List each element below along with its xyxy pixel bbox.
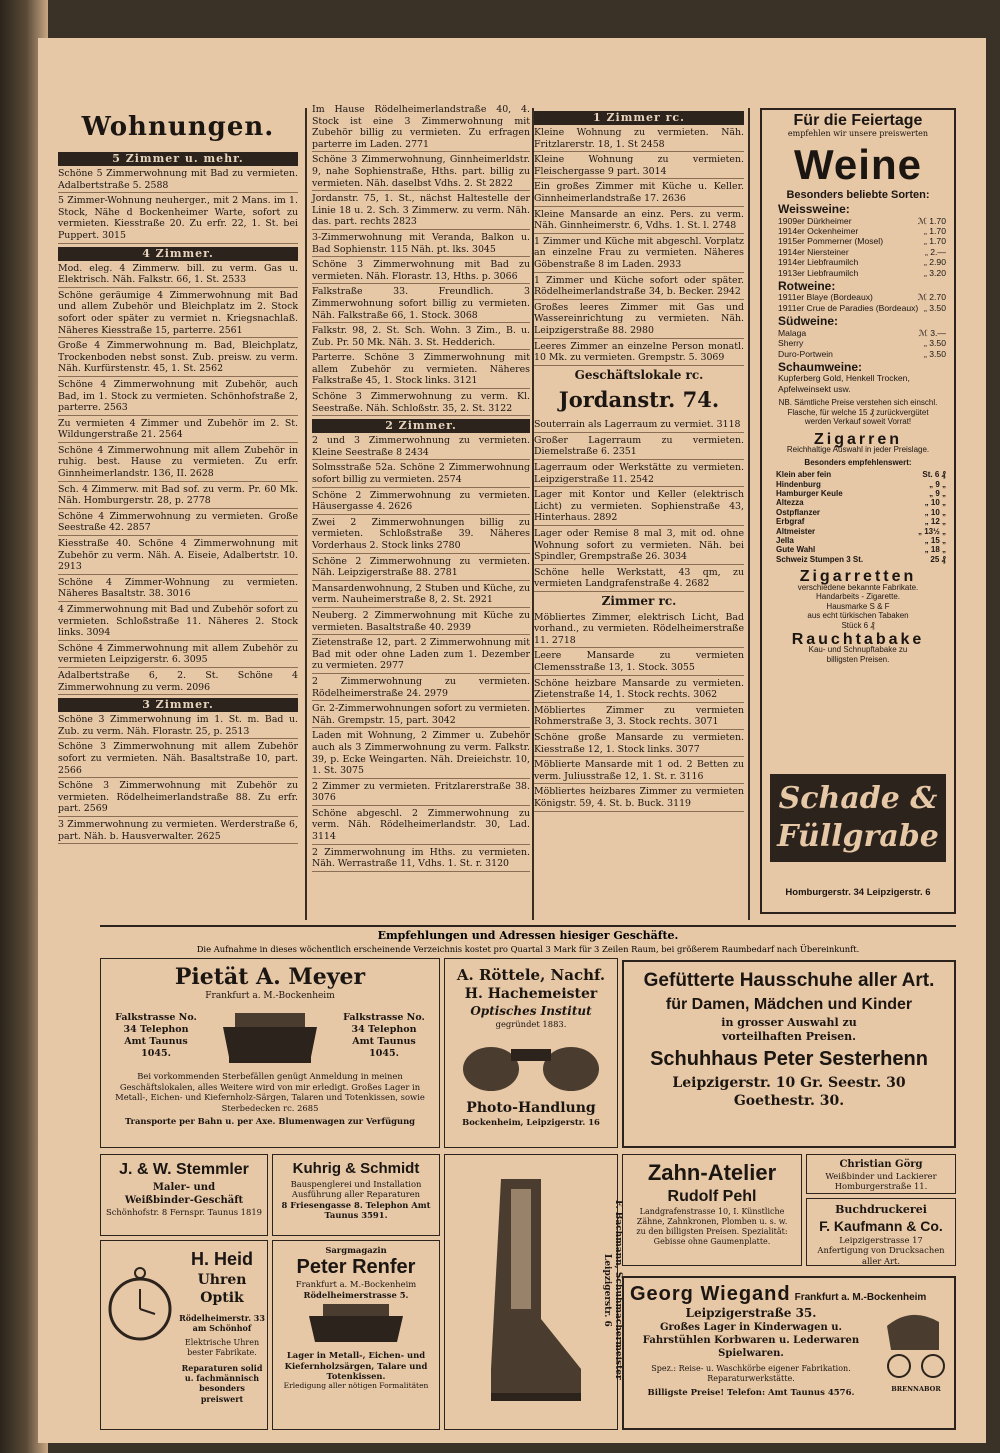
wine-item-name: Kupferberg Gold, Henkell Trocken, Apfelweinsekt usw. xyxy=(778,373,910,394)
kuhrig-sub: Bauspenglerei und Installation Ausführung aller Reparaturen xyxy=(290,1179,422,1200)
ad-bachmann xyxy=(444,1154,623,1430)
renfer-text: Lager in Metall-, Eichen- und Kiefernholzsärgen, Talare und Totenkissen. xyxy=(284,1350,428,1382)
classified-ad: 1 Zimmer und Küche sofort oder später. Rödelheimerlandstraße 34, b. Becker. 2942 xyxy=(534,275,744,300)
classified-ad: Möbliertes Zimmer zu vermieten Rohmerstraße 3, 3. Stock rechts. 3071 xyxy=(534,705,744,730)
zigarren-subtitle: Reichhaltige Auswahl in jeder Preislage. xyxy=(786,445,930,455)
list-1-zimmer xyxy=(534,127,744,366)
coffin-illustration xyxy=(215,1005,325,1067)
classified-ad: Kleine Wohnung zu vermieten. Fleischergasse 9 part. 3014 xyxy=(534,154,744,179)
wine-item-name: 1914er Ockenheimer xyxy=(778,226,859,237)
zigarette-line: aus echt türkischen Tabaken xyxy=(807,611,909,621)
renfer-top: Sargmagazin xyxy=(325,1245,387,1255)
wine-item xyxy=(762,268,954,278)
zigarre-item xyxy=(762,527,954,536)
wine-category: Südweine: xyxy=(778,314,839,329)
classified-ad: Schöne 5 Zimmerwohnung mit Bad zu vermieten. Adalbertstraße 5. 2588 xyxy=(58,168,298,193)
classified-ad: Mod. eleg. 4 Zimmerw. bill. zu verm. Gas u. Elektrisch. Näh. Falkstr. 66, 1. St. 2533 xyxy=(58,263,298,288)
wine-item xyxy=(762,226,954,236)
classified-ad: Schöne große Mansarde zu vermieten. Kiesstraße 12, 1. Stock links. 3077 xyxy=(534,732,744,757)
binoculars-illustration xyxy=(456,1029,606,1099)
ad-christian-goerg xyxy=(806,1154,956,1194)
weine-advertisement xyxy=(760,108,956,914)
pocket-watch-illustration xyxy=(105,1249,175,1359)
rauchtabake-title: Rauchtabake xyxy=(791,630,925,648)
goerg-name: Christian Görg xyxy=(839,1159,923,1170)
pram-illustration xyxy=(881,1306,951,1382)
wine-item-name: Duro-Portwein xyxy=(778,348,833,359)
wiegand-footer: Billigste Preise! Telefon: Amt Taunus 4576. xyxy=(647,1387,855,1398)
wine-item-name: 1914er Niersteiner xyxy=(778,246,849,257)
empfehlungen-subtitle: Die Aufnahme in dieses wöchentlich erscheinende Verzeichnis kostet pro Quartal 3 Mark für 3 Zeilen Raum, bei größerem Raumbedarf nach Übereinkunft. xyxy=(196,944,860,954)
list-5-zimmer xyxy=(58,168,298,244)
zigarre-price: „ 18 „ xyxy=(924,545,946,555)
wine-item-name: 1911er Blaye (Bordeaux) xyxy=(778,292,873,303)
zigarre-item xyxy=(762,545,954,554)
header-1-zimmer: 1 Zimmer rc. xyxy=(534,111,744,125)
classified-ad: Solmsstraße 52a. Schöne 2 Zimmerwohnung sofort billig zu vermieten. 2574 xyxy=(312,462,530,487)
classified-ad: Zwei 2 Zimmerwohnungen billig zu vermieten. Schloßstraße 39. Näheres Vorderhaus 2. Stock links 2780 xyxy=(312,517,530,554)
classified-ad: Schöne 2 Zimmerwohnung zu vermieten. Näh. Leipzigerstraße 88. 2781 xyxy=(312,556,530,581)
jordanstr-heading: Jordanstr. 74. xyxy=(558,387,720,413)
classified-ad: Möbliertes heizbares Zimmer zu vermieten Königstr. 59, 4. St. b. Buck. 3119 xyxy=(534,786,744,811)
empfehlen-line: empfehlen wir unsere preiswerten xyxy=(787,129,929,139)
zigarre-item xyxy=(762,498,954,507)
wine-category: Schaumweine: xyxy=(778,359,863,374)
kaufmann-title: Buchdruckerei xyxy=(835,1203,927,1216)
list-lokale xyxy=(534,419,744,592)
wine-item-price: „ 2.90 xyxy=(924,257,946,268)
shoe-illustration xyxy=(471,1169,591,1409)
column-rule xyxy=(748,108,750,920)
zigarren-title: Zigarren xyxy=(813,430,902,448)
ad-zahn-atelier xyxy=(622,1154,802,1266)
zigarre-name: Jella xyxy=(776,535,794,545)
classified-ad: 2 Zimmerwohnung zu vermieten. Rödelheimerstraße 24. 2979 xyxy=(312,676,530,701)
classified-ad: 5 Zimmer-Wohnung neuherger., mit 2 Mans. im 1. Stock, Nähe d Bockenheimer Warte, sofort zu vermieten. Kiesstraße 20. Zu erfr. 22, 1. St. bei Puppert. 3015 xyxy=(58,195,298,243)
classified-ad: Gr. 2-Zimmerwohnungen sofort zu vermieten. Näh. Grempstr. 15, part. 3042 xyxy=(312,703,530,728)
zigarren-head: Besonders empfehlenswert: xyxy=(804,457,912,467)
classified-ad: Möbliertes Zimmer, elektrisch Licht, Bad vorhand., zu vermieten. Rödelheimerstraße 11. 2718 xyxy=(534,612,744,649)
classified-ad: Ein großes Zimmer mit Küche u. Keller. Ginnheimerlandstraße 17. 2636 xyxy=(534,181,744,206)
wine-item xyxy=(762,236,954,246)
wine-item-price: „ 2.— xyxy=(924,246,946,257)
brennabor-brand: BRENNABOR xyxy=(891,1385,941,1394)
renfer-footer: Erledigung aller nötigen Formalitäten xyxy=(283,1381,429,1391)
classified-ad: Großer Lagerraum zu vermieten. Diemelstraße 6. 2351 xyxy=(534,435,744,460)
pietaet-footer: Transporte per Bahn u. per Axe. Blumenwagen zur Verfügung xyxy=(124,1116,416,1127)
sesterhenn-name: Schuhhaus Peter Sesterhenn xyxy=(650,1048,928,1070)
section-title-wohnungen: Wohnungen. xyxy=(81,112,275,142)
zigarre-name: Ostpflanzer xyxy=(776,507,821,517)
pietaet-right-address: Falkstrasse No. 34 Telephon Amt Taunus 1045. xyxy=(343,1012,425,1060)
renfer-title: Peter Renfer xyxy=(296,1256,416,1279)
wine-item-name: Sherry xyxy=(778,338,804,349)
classified-ad: Adalbertstraße 6, 2. St. Schöne 4 Zimmerwohnung zu verm. 2096 xyxy=(58,670,298,695)
classified-ad: Kiesstraße 40. Schöne 4 Zimmerwohnung mit Zubehör zu verm. Näh. A. Eiseie, Adalbertstr. 10. 2913 xyxy=(58,538,298,575)
wiegand-city: Frankfurt a. M.-Bockenheim xyxy=(794,1292,927,1303)
classified-ad: Lagerraum oder Werkstätte zu vermieten. Leipzigerstraße 11. 2542 xyxy=(534,462,744,487)
classified-ad: Schöne 4 Zimmerwohnung mit Zubehör, auch Bad, im 1. Stock zu vermieten. Schönhofstraße 2, parterre. 2563 xyxy=(58,379,298,416)
classified-ad: Im Hause Rödelheimerlandstraße 40, 4. Stock ist eine 3 Zimmerwohnung mit Zubehör billig zu vermieten. Zu erfragen parterre im Laden. 2771 xyxy=(312,104,530,152)
wiegand-street: Leipzigerstraße 35. xyxy=(685,1306,817,1320)
classified-ad: Großes leeres Zimmer mit Gas und Wassereinrichtung zu vermieten. Näh. Leipzigerstraße 88. 2980 xyxy=(534,302,744,339)
classified-ad: Leeres Zimmer an einzelne Person monatl. 10 Mk. zu vermieten. Grempstr. 5. 3069 xyxy=(534,341,744,366)
zigarre-item xyxy=(762,489,954,498)
roettele-institut: Optisches Institut xyxy=(470,1004,592,1018)
wine-item xyxy=(762,257,954,267)
renfer-city: Frankfurt a. M.-Bockenheim xyxy=(295,1279,417,1290)
renfer-street: Rödelheimerstrasse 5. xyxy=(303,1289,409,1300)
wine-list xyxy=(762,204,954,394)
wine-item-name: 1914er Liebfraumilch xyxy=(778,257,859,268)
classified-ad: Laden mit Wohnung, 2 Zimmer u. Zubehör auch als 3 Zimmerwohnung zu verm. Falkstr. 39, p. Ecke Weingarten. Näh. Dreieichstr. 10, 1. St. 3075 xyxy=(312,730,530,778)
zigarre-price: „ 10 „ xyxy=(924,498,946,508)
stemmler-address: Schönhofstr. 8 Fernspr. Taunus 1819 xyxy=(105,1207,262,1217)
classified-ad: Lager mit Kontor und Keller (elektrisch Licht) zu vermieten. Sophienstraße 43, Hinterhaus. 2892 xyxy=(534,489,744,526)
classified-ad: Lager oder Remise 8 mal 3, mit od. ohne Wohnung sofort zu vermieten. Näh. bei Spindler, Grempstraße 26. 3034 xyxy=(534,528,744,565)
wine-item xyxy=(762,216,954,226)
classified-ad: Kleine Mansarde an einz. Pers. zu verm. Näh. Ginnheimerstr. 6, Vdhs. 1. St. l. 2748 xyxy=(534,209,744,234)
sesterhenn-hausschuhe: Gefütterte Hausschuhe aller Art. xyxy=(643,970,935,991)
heid-sub: Uhren Optik xyxy=(197,1272,247,1306)
wine-item-price: ℳ 3.— xyxy=(918,327,946,338)
zigarre-item xyxy=(762,555,954,564)
wine-item-price: „ 3.50 xyxy=(924,302,946,313)
roettele-title: A. Röttele, Nachf. xyxy=(456,966,606,984)
classified-ad: Neuberg. 2 Zimmerwohnung mit Küche zu vermieten. Basaltstraße 40. 2939 xyxy=(312,610,530,635)
zigarette-line: verschiedene bekannte Fabrikate. xyxy=(797,582,919,592)
zigarre-name: Altmeister xyxy=(776,526,816,536)
pietaet-title: Pietät A. Meyer xyxy=(174,964,366,990)
classified-ad: 2 Zimmer zu vermieten. Fritzlarerstraße 38. 3076 xyxy=(312,781,530,806)
classified-ad: Falkstr. 98, 2. St. Sch. Wohn. 3 Zim., B. u. Zub. Pr. 50 Mk. Näh. 3. St. Hedderich. xyxy=(312,325,530,350)
wine-item-name: 1911er Crue de Paradies (Bordeaux) xyxy=(778,302,919,313)
wiegand-text: Großes Lager in Kinderwagen u. Fahrstühlen Korbwaren u. Lederwaren Spielwaren. xyxy=(642,1322,860,1359)
roettele-since: gegründet 1883. xyxy=(495,1019,567,1029)
heid-text: Elektrische Uhren bester Fabrikate. xyxy=(184,1337,260,1358)
classified-ad: Schöne 3 Zimmerwohnung mit Bad zu vermieten. Näh. Florastr. 13, Hths. p. 3066 xyxy=(312,259,530,284)
wine-item-price: ℳ 1.70 xyxy=(917,215,946,226)
classified-ad: Schöne 4 Zimmerwohnung zu vermieten. Große Seestraße 42. 2857 xyxy=(58,511,298,536)
zigarre-name: Klein aber fein xyxy=(776,470,832,480)
schade-fuellgrabe-address: Homburgerstr. 34 Leipzigerstr. 6 xyxy=(785,886,931,898)
ad-kuhrig-schmidt xyxy=(272,1154,440,1236)
classified-ad: Souterrain als Lagerraum zu vermiet. 3118 xyxy=(534,419,744,433)
zigarre-name: Erbgraf xyxy=(776,517,805,527)
ad-pietaet-meyer xyxy=(100,958,440,1148)
classified-ad: Kleine Wohnung zu vermieten. Näh. Fritzlarerstr. 18, 1. St 2458 xyxy=(534,127,744,152)
wine-item xyxy=(762,338,954,348)
ad-peter-renfer xyxy=(272,1240,440,1430)
classified-ad: Schöne 3 Zimmerwohnung mit allem Zubehör sofort zu vermieten. Näh. Basaltstraße 10, part. 2566 xyxy=(58,741,298,778)
classified-ad: Schöne 4 Zimmerwohnung mit allem Zubehör in ruhig. best. Hause zu vermieten. Zu erfr. Ginnheimerlandstr. 136, II. 2628 xyxy=(58,445,298,482)
classified-ad: Leere Mansarde zu vermieten Clemensstraße 13, 1. Stock. 3055 xyxy=(534,650,744,675)
header-zimmer: Zimmer rc. xyxy=(601,594,677,608)
feiertage-title: Für die Feiertage xyxy=(793,112,923,129)
wine-item-name: 1915er Pommerner (Mosel) xyxy=(778,236,884,247)
classified-ad: Sch. 4 Zimmerw. mit Bad sof. zu verm. Pr. 60 Mk. Näh. Homburgerstr. 28, p. 2778 xyxy=(58,484,298,509)
ad-georg-wiegand xyxy=(622,1276,956,1430)
classified-ad: Große 4 Zimmerwohnung m. Bad, Bleichplatz, Trockenboden nebst sonst. Zub. preisw. zu verm. Näh. Kurfürstenstr. 45, 1. St. 2562 xyxy=(58,340,298,377)
classified-ad: Parterre. Schöne 3 Zimmerwohnung mit allem Zubehör zu vermieten. Näheres Falkstraße 45, 1. Stock links. 3121 xyxy=(312,352,530,389)
bachmann-vertical-text: F. Bachmann, Schuhmachermeister Leipzigerstr. 6 xyxy=(602,1200,623,1380)
wiegand-name: Georg Wiegand xyxy=(630,1283,791,1305)
zahn-name: Rudolf Pehl xyxy=(667,1188,757,1205)
zigarre-price: 25 ₰ xyxy=(930,554,946,564)
classified-ad: Schöne 2 Zimmerwohnung zu vermieten. Häusergasse 4. 2626 xyxy=(312,490,530,515)
sesterhenn-address-1: Leipzigerstr. 10 Gr. Seestr. 30 xyxy=(672,1075,906,1091)
sorten-subtitle: Besonders beliebte Sorten: xyxy=(786,188,930,201)
roettele-name: H. Hachemeister xyxy=(464,986,598,1002)
wine-item xyxy=(762,247,954,257)
classified-ad: Schöne 3 Zimmerwohnung, Ginnheimerldstr. 9, nahe Sophienstraße, Hths. part. billig zu vermieten. Näh. daselbst Vdhs. 2. St 2822 xyxy=(312,154,530,191)
zigaretten-title: Zigarretten xyxy=(799,568,917,586)
classified-ad: 1 Zimmer und Küche mit abgeschl. Vorplatz an einzelne Frau zu vermieten. Näheres Göbenstraße 8 im Laden. 2933 xyxy=(534,236,744,273)
wiegand-spez: Spez.: Reise- u. Waschkörbe eigener Fabrikation. Reparaturwerkstätte. xyxy=(651,1364,851,1384)
classified-ad: Schöne 3 Zimmerwohnung im 1. St. m. Bad u. Zub. zu verm. Näh. Florastr. 25, p. 2513 xyxy=(58,714,298,739)
header-3-zimmer: 3 Zimmer. xyxy=(58,698,298,712)
zigarette-line: Stück 6 ₰ xyxy=(841,620,875,630)
list-3-zimmer-cont xyxy=(312,104,530,416)
classified-ad: 2 Zimmerwohnung im Hths. zu vermieten. Näh. Werrastraße 11, Vdhs. 1. St. r. 3120 xyxy=(312,847,530,872)
section-separator xyxy=(100,925,956,927)
zigarette-line: Hausmarke S & F xyxy=(826,601,890,611)
heid-address: Rödelheimerstr. 33 am Schönhof xyxy=(179,1313,265,1334)
list-zimmer xyxy=(534,612,744,812)
classified-ad: Mansardenwohnung, 2 Stuben und Küche, zu verm. Nauheimerstraße 8, 2. St. 2921 xyxy=(312,583,530,608)
column-3 xyxy=(534,108,744,814)
classified-ad: 4 Zimmerwohnung mit Bad und Zubehör sofort zu vermieten. Schloßstraße 11. Näheres 2. Stock links. 3094 xyxy=(58,604,298,641)
wine-item xyxy=(762,303,954,313)
wine-item-price: „ 1.70 xyxy=(924,236,946,247)
classified-ad: Schöne abgeschl. 2 Zimmerwohnung zu verm. Näh. Rödelheimerlandstr. 30, Lad. 3114 xyxy=(312,808,530,845)
wine-note: NB. Sämtliche Preise verstehen sich einschl. Flasche, für welche 15 ₰ zurückvergütet werden Verkauf soweit Vorrat! xyxy=(778,398,938,427)
wine-item-price: „ 3.20 xyxy=(924,267,946,278)
roettele-address: Bockenheim, Leipzigerstr. 16 xyxy=(462,1117,600,1128)
zigarre-item xyxy=(762,508,954,517)
ad-stemmler xyxy=(100,1154,268,1236)
classified-ad: Schöne 4 Zimmerwohnung mit allem Zubehör zu vermieten Leipzigerstr. 6. 3095 xyxy=(58,643,298,668)
classified-ad: Schöne geräumige 4 Zimmerwohnung mit Bad und allem Zubehör und Bleichplatz im 2. Stock sofort oder später zu vermiet n. Kriegsnachlaß. Näheres Kiesstraße 15, parterre. 2561 xyxy=(58,290,298,338)
empfehlungen-title: Empfehlungen und Adressen hiesiger Geschäfte. xyxy=(377,929,679,942)
zigarre-price: „ 13½ „ xyxy=(917,526,946,536)
zigarre-item xyxy=(762,517,954,526)
wine-item xyxy=(762,349,954,359)
column-rule xyxy=(305,108,307,920)
classified-ad: Schöne helle Werkstatt, 43 qm, zu vermieten Landgrafenstraße 4. 2682 xyxy=(534,567,744,592)
wine-item-price: ℳ 2.70 xyxy=(917,292,946,303)
wine-category: Weissweine: xyxy=(778,202,850,217)
heid-title: H. Heid xyxy=(190,1249,253,1269)
sesterhenn-auswahl: in grosser Auswahl zu vorteilhaften Preisen. xyxy=(721,1016,857,1043)
list-3-zimmer xyxy=(58,714,298,844)
zigarre-item xyxy=(762,470,954,479)
kuhrig-title: Kuhrig & Schmidt xyxy=(292,1160,420,1177)
header-2-zimmer: 2 Zimmer. xyxy=(312,419,530,433)
zahn-text: Landgrafenstrasse 10, I. Künstliche Zähne, Zahnkronen, Plomben u. s. w. zu den billigsten Preisen. Spezialität: Gebisse ohne Gaumenplatte. xyxy=(636,1207,788,1246)
classified-ad: Zietenstraße 12, part. 2 Zimmerwohnung mit Bad mit oder ohne Laden zum 1. Dezember zu vermieten. 2977 xyxy=(312,637,530,674)
list-4-zimmer xyxy=(58,263,298,696)
classified-ad: 3 Zimmerwohnung zu vermieten. Werderstraße 6, part. Näh. b. Hausverwalter. 2625 xyxy=(58,819,298,844)
zigarre-price: „ 9 „ xyxy=(929,488,946,498)
kuhrig-address: 8 Friesengasse 8. Telephon Amt Taunus 3591. xyxy=(281,1199,431,1221)
wine-item-name: 1913er Liebfraumilch xyxy=(778,267,859,278)
column-wohnungen xyxy=(58,70,298,846)
pietaet-left-address: Falkstrasse No. 34 Telephon Amt Taunus 1045. xyxy=(115,1012,197,1060)
zigarre-price: St. 6 ₰ xyxy=(922,470,946,480)
kaufmann-text: Leipzigerstrasse 17 Anfertigung von Drucksachen aller Art. xyxy=(817,1235,945,1266)
classified-ad: 3-Zimmerwohnung mit Veranda, Balkon u. Bad Sophienstr. 115 Näh. pt. lks. 3045 xyxy=(312,232,530,257)
sesterhenn-damen: für Damen, Mädchen und Kinder xyxy=(665,996,913,1013)
wine-item-name: 1909er Dürkheimer xyxy=(778,215,852,226)
header-4-zimmer: 4 Zimmer. xyxy=(58,247,298,261)
zigarre-price: „ 12 „ xyxy=(924,517,946,527)
ad-sesterhenn xyxy=(622,960,956,1148)
list-2-zimmer xyxy=(312,435,530,872)
heid-reparaturen: Reparaturen solid u. fachmännisch besonders preiswert xyxy=(181,1362,263,1404)
wine-item-price: „ 3.50 xyxy=(924,348,946,359)
wine-item xyxy=(762,373,954,394)
zigarre-name: Altezza xyxy=(776,498,804,508)
zigarre-price: „ 9 „ xyxy=(929,479,946,489)
zahn-title: Zahn-Atelier xyxy=(647,1160,777,1185)
zigarre-item xyxy=(762,480,954,489)
classified-ad: 2 und 3 Zimmerwohnung zu vermieten. Kleine Seestraße 8 2434 xyxy=(312,435,530,460)
zigarre-name: Gute Wahl xyxy=(776,545,816,555)
column-2 xyxy=(312,104,530,874)
schade-fuellgrabe-logo: Schade & Füllgrabe xyxy=(770,774,946,862)
zigarre-price: „ 15 „ xyxy=(924,535,946,545)
zigarette-line: Handarbeits - Zigarette. xyxy=(815,592,901,602)
classified-ad: Möblierte Mansarde mit 1 od. 2 Betten zu verm. Juliusstraße 12, 1. St. r. 3116 xyxy=(534,759,744,784)
ad-roettele xyxy=(444,958,618,1148)
weine-title: Weine xyxy=(794,140,922,188)
classified-ad: Schöne 4 Zimmer-Wohnung zu vermieten. Näheres Basaltstr. 38. 3016 xyxy=(58,577,298,602)
kaufmann-name: F. Kaufmann & Co. xyxy=(819,1218,943,1234)
classified-ad: Schöne heizbare Mansarde zu vermieten. Zietenstraße 14, 1. Stock rechts. 3062 xyxy=(534,678,744,703)
roettele-photo: Photo-Handlung xyxy=(466,1100,596,1117)
stemmler-sub: Maler- und Weißbinder-Geschäft xyxy=(124,1182,244,1206)
rauchtabake-subtitle: Kau- und Schnupftabake zu billigsten Preisen. xyxy=(808,644,908,665)
goerg-sub: Weißbinder und Lackierer Homburgerstraße 11. xyxy=(825,1171,937,1192)
wine-item xyxy=(762,292,954,302)
wine-item-price: „ 3.50 xyxy=(924,338,946,349)
coffin-illustration xyxy=(301,1300,411,1350)
zigarre-name: Hindenburg xyxy=(776,479,821,489)
pietaet-text: Bei vorkommenden Sterbefällen genügt Anmeldung in meinen Geschäftslokalen, alles Weitere wird von mir erledigt. Großes Lager in Metall-, Eichen- und Kiefernholz-Särgen, Talaren und Totenkissen, sowie Sterbedecken rc. 2685 xyxy=(115,1071,425,1113)
ad-heid xyxy=(100,1240,268,1430)
zigaretten-list xyxy=(762,583,954,631)
classified-ad: Schöne 3 Zimmerwohnung zu verm. Kl. Seestraße. Näh. Schloßstr. 35, 2. St. 3122 xyxy=(312,391,530,416)
zigarre-name: Schweiz Stumpen 3 St. xyxy=(776,554,864,564)
stemmler-title: J. & W. Stemmler xyxy=(119,1161,249,1178)
header-5-zimmer: 5 Zimmer u. mehr. xyxy=(58,152,298,166)
zigarren-list xyxy=(762,470,954,564)
pietaet-city: Frankfurt a. M.-Bockenheim xyxy=(205,991,335,1001)
classified-ad: Zu vermieten 4 Zimmer und Zubehör im 2. St. Wildungerstraße 21. 2564 xyxy=(58,418,298,443)
header-geschaeftslokale: Geschäftslokale rc. xyxy=(574,367,704,382)
sesterhenn-address-2: Goethestr. 30. xyxy=(733,1093,845,1109)
zigarre-item xyxy=(762,536,954,545)
wine-category: Rotweine: xyxy=(778,279,836,294)
zigarre-name: Hamburger Keule xyxy=(776,488,843,498)
wine-item-name: Malaga xyxy=(778,327,807,338)
zigarre-price: „ 10 „ xyxy=(924,507,946,517)
classified-ad: Jordanstr. 75, 1. St., nächst Haltestelle der Linie 18 u. 2. Sch. 3 Zimmerw. zu verm. Näh. das. part. rechts 2823 xyxy=(312,193,530,230)
wine-item xyxy=(762,328,954,338)
wine-item-price: „ 1.70 xyxy=(924,226,946,237)
ad-kaufmann xyxy=(806,1198,956,1266)
classified-ad: Falkstraße 33. Freundlich. 3 Zimmerwohnung sofort billig zu vermieten. Näh. Falkstraße 66, 1. Stock. 3068 xyxy=(312,286,530,323)
classified-ad: Schöne 3 Zimmerwohnung mit Zubehör zu vermieten. Rödelheimerlandstraße 88. Zu erfr. part. 2569 xyxy=(58,780,298,817)
